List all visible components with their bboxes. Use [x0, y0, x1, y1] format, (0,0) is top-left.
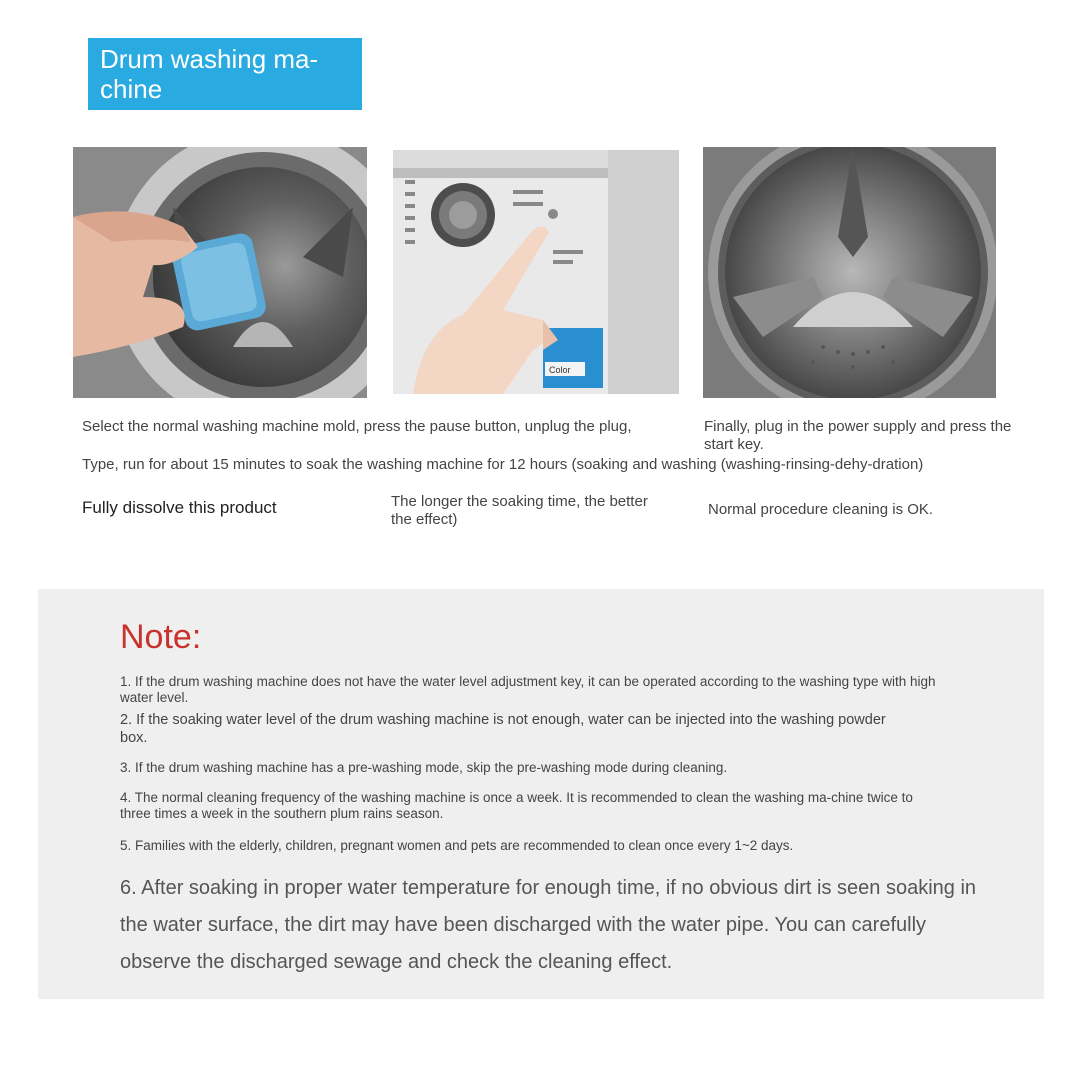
caption-normal: Normal procedure cleaning is OK.: [708, 501, 934, 518]
clean-drum-image: [703, 147, 996, 398]
note-item-3: 3. If the drum washing machine has a pre-washing mode, skip the pre-washing mode during cleaning.: [120, 760, 728, 775]
tablet-in-drum-image: [73, 147, 367, 398]
step2-text: Type, run for about 15 minutes to soak the washing machine for 12 hours (soaking and washing (washing-rinsing-dehy-dration): [82, 456, 924, 473]
note-item-2: 2. If the soaking water level of the drum washing machine is not enough, water can be injected into the washing powder box.: [120, 712, 886, 746]
caption-soaking: The longer the soaking time, the better the effect): [391, 493, 648, 528]
control-panel-finger-image: [393, 150, 679, 394]
section-title-banner: [88, 38, 362, 110]
note-item-1: 1. If the drum washing machine does not have the water level adjustment key, it can be operated according to the washing type with high water level.: [120, 674, 936, 705]
note-item-6: 6. After soaking in proper water temperature for enough time, if no obvious dirt is seen soaking in the water surface, the dirt may have been discharged with the water pipe. You can carefully observe the discharged sewage and check the cleaning effect.: [120, 877, 977, 973]
panel-label: Color: [549, 365, 571, 375]
note-item-4: 4. The normal cleaning frequency of the washing machine is once a week. It is recommended to clean the washing ma-chine twice to three times a week in the southern plum rains season.: [120, 790, 913, 821]
note-title: Note:: [120, 618, 202, 656]
note-item-5: 5. Families with the elderly, children, pregnant women and pets are recommended to clean once every 1~2 days.: [120, 838, 794, 853]
step3-text: Finally, plug in the power supply and press the start key.: [704, 418, 1012, 453]
caption-dissolve: Fully dissolve this product: [82, 498, 277, 517]
banner-label: Drum washing ma-chine: [100, 44, 319, 104]
step1-text: Select the normal washing machine mold, press the pause button, unplug the plug,: [82, 418, 632, 435]
